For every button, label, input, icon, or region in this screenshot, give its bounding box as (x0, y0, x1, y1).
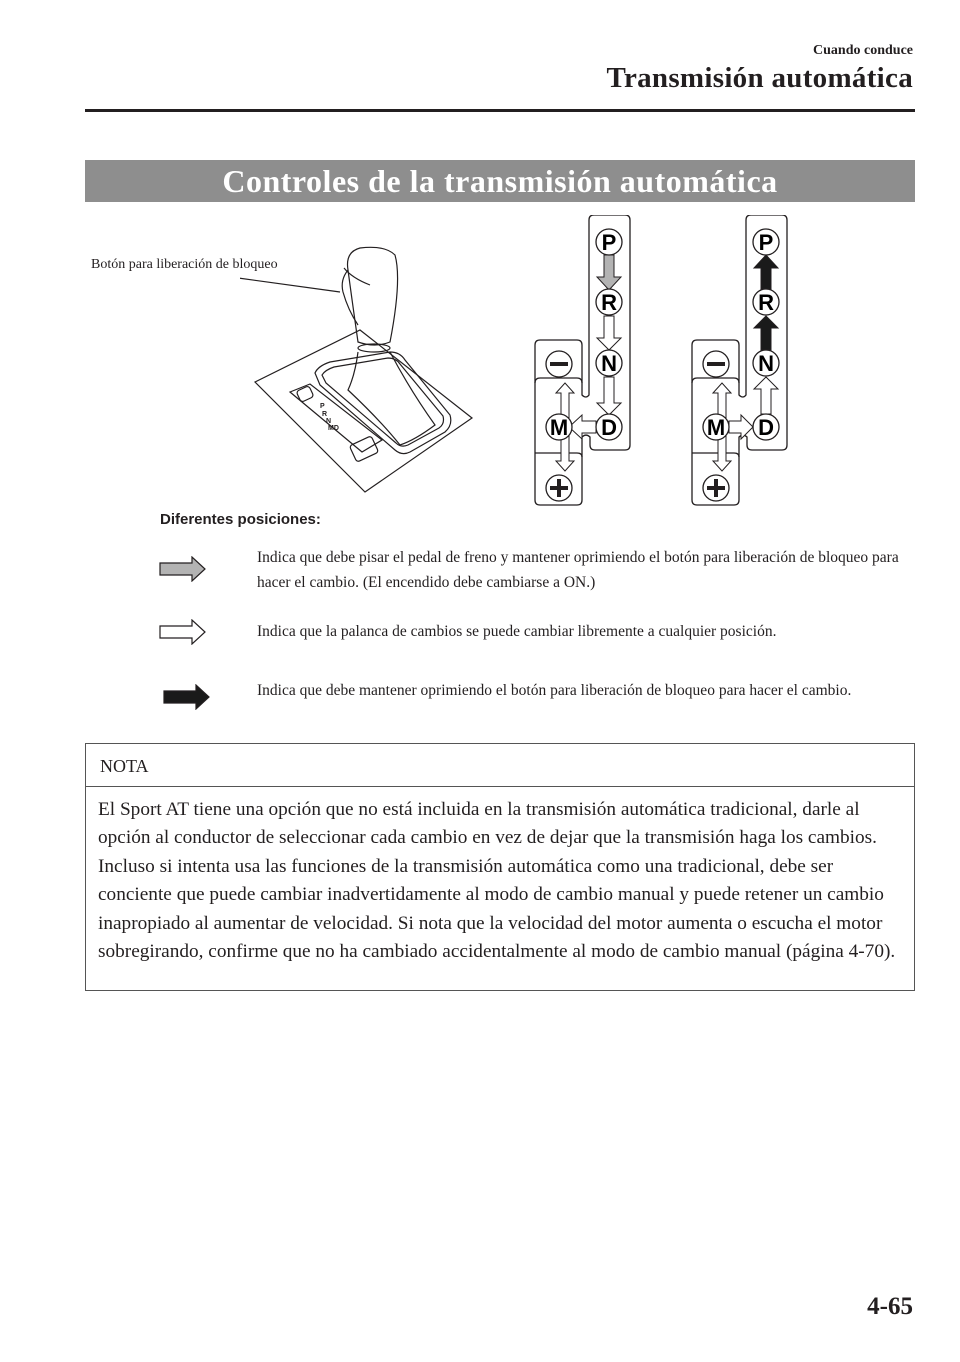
plus-icon (703, 475, 729, 501)
svg-text:P: P (320, 403, 325, 410)
gate-label-r: R (758, 290, 774, 315)
page-number: 4-65 (867, 1293, 913, 1320)
gate-label-d: D (758, 415, 774, 440)
legend-text-white: Indica que la palanca de cambios se puede cambiar libremente a cualquier posición. (257, 623, 777, 640)
gate-label-n: N (758, 351, 774, 376)
note-body: El Sport AT tiene una opción que no está incluida en la transmisión automática tradicional, darle al opción al conductor de seleccionar cada cambio en vez de dejar que la transmisión haga los cambios. Incluso si intenta usa las funciones de la transmisión automática como una tradicional, debe ser conciente que puede cambiar inadvertidamente al modo de cambio manual y puede retener un cambio inapropiado al aumentar de velocidad. Si nota que la velocidad del motor aumenta o escucha el motor sobregirando, confirme que no ha cambiado accidentalmente al modo de cambio manual (página 4-70). (98, 799, 896, 963)
chapter-title: Transmisión automática (606, 62, 913, 94)
shift-lever-illustration (240, 240, 480, 500)
svg-text:MD: MD (328, 425, 339, 432)
legend-text-black: Indica que debe mantener oprimiendo el botón para liberación de bloqueo para hacer el cambio. (257, 682, 852, 699)
page-title: Controles de la transmisión automática (85, 160, 915, 202)
white-arrow-icon (569, 415, 596, 439)
minus-icon (546, 351, 572, 377)
svg-text:N: N (326, 418, 332, 425)
gate-label-m: M (549, 415, 569, 440)
note-box (85, 743, 915, 991)
gate-diagram-up (692, 215, 787, 505)
note-heading: NOTA (86, 744, 914, 787)
gate-label-p: P (758, 230, 774, 255)
gray-arrow-icon (158, 556, 208, 582)
white-arrow-icon (597, 377, 621, 415)
gate-label-p: P (601, 230, 617, 255)
gate-label-n: N (601, 351, 617, 376)
white-arrow-icon (754, 377, 778, 414)
gate-label-r: R (601, 290, 617, 315)
shift-gate-diagrams (520, 215, 800, 510)
figure-caption: Botón para liberación de bloqueo (91, 257, 278, 272)
gate-label-d: D (601, 415, 617, 440)
gate-diagram-down (535, 215, 630, 505)
section-title: Cuando conduce (813, 43, 913, 58)
white-arrow-icon (597, 316, 621, 350)
black-arrow-icon (754, 316, 778, 350)
minus-icon (703, 351, 729, 377)
header-rule (85, 109, 915, 112)
gray-arrow-icon (597, 255, 621, 290)
gate-label-m: M (706, 415, 726, 440)
svg-text:R: R (322, 411, 328, 418)
white-arrow-icon (729, 415, 753, 439)
plus-icon (546, 475, 572, 501)
black-arrow-icon (162, 684, 212, 710)
positions-subheading: Diferentes posiciones: (160, 511, 321, 528)
black-arrow-icon (754, 255, 778, 290)
white-arrow-icon (158, 619, 208, 645)
legend-text-gray: Indica que debe pisar el pedal de freno y mantener oprimiendo el botón para liberación de bloqueo para hacer el cambio. (El encendido debe cambiarse a ON.) (257, 549, 899, 591)
